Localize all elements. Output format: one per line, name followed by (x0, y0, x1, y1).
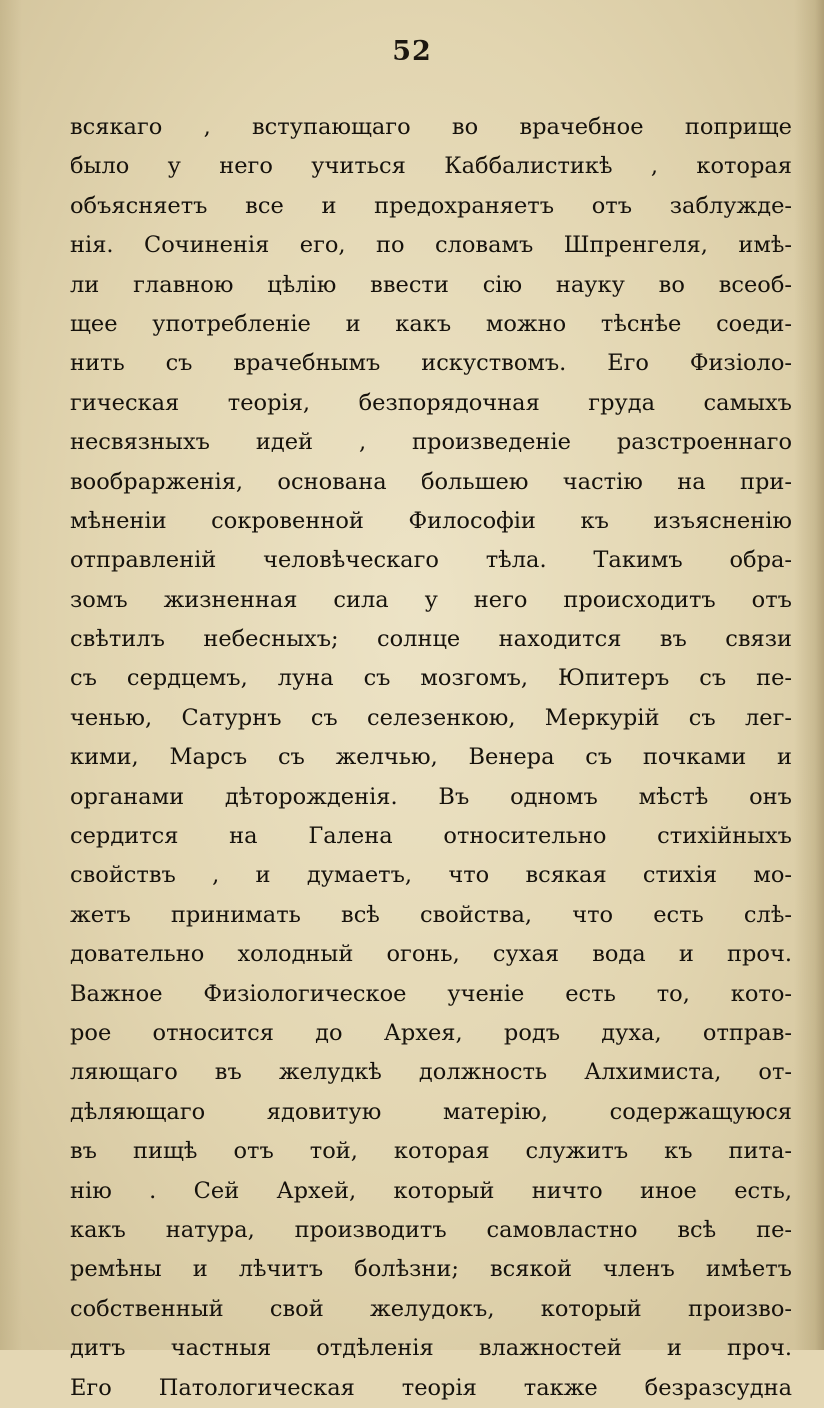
page-left-edge (0, 0, 22, 1350)
text-line: свѣтилъ небесныхъ; солнце находится въ связи (70, 626, 792, 653)
text-line: вообраpженія, основана большею частію на при- (70, 468, 792, 495)
text-line: гическая теорія, безпорядочная груда самыхъ (70, 389, 792, 416)
text-line: собственный свой желудокъ, который произво- (70, 1295, 792, 1322)
text-line: ляющаго въ желудкѣ должность Алхимиста, от- (70, 1059, 792, 1086)
text-line: несвязныхъ идей , произведеніе разстроеннаго (70, 429, 792, 456)
page-right-edge (794, 0, 824, 1350)
text-line: какъ натура, производитъ самовластно всѣ пе- (70, 1216, 792, 1243)
text-line: рое относится до Архея, родъ духа, отправ- (70, 1019, 792, 1046)
text-line: въ пищѣ отъ той, которая служитъ къ пита- (70, 1138, 792, 1165)
text-line: сердится на Галена относительно стихійныхъ (70, 823, 792, 850)
text-line: было у него учиться Каббалистикѣ , которая (70, 153, 792, 180)
text-line: ли главною цѣлію ввести сію науку во всеоб- (70, 271, 792, 298)
text-line: съ сердцемъ, луна съ мозгомъ, Юпитеръ съ пе- (70, 665, 792, 692)
text-line: жетъ принимать всѣ свойства, что есть слѣ- (70, 901, 792, 928)
text-line: ремѣны и лѣчитъ болѣзни; всякой членъ имѣетъ (70, 1256, 792, 1283)
text-line: дитъ частныя отдѣленія влажностей и проч. (70, 1335, 792, 1362)
text-line: мѣненіи сокровенной Философіи къ изъясненію (70, 507, 792, 534)
text-line: нить съ врачебнымъ искуствомъ. Его Физіоло- (70, 350, 792, 377)
text-line: свойствъ , и думаетъ, что всякая стихія мо- (70, 862, 792, 889)
text-line: нію . Сей Архей, который ничто иное есть, (70, 1177, 792, 1204)
text-line: кими, Марсъ съ желчью, Венера съ почками и (70, 744, 792, 771)
text-line: дѣляющаго ядовитую матерію, содержащуюся (70, 1098, 792, 1125)
text-line: щее употребленіе и какъ можно тѣснѣе соеди- (70, 310, 792, 337)
text-line: Важное Физіологическое ученіе есть то, кото- (70, 980, 792, 1007)
body-text (70, 108, 792, 1408)
text-line: ченью, Сатурнъ съ селезенкою, Меркурій съ лег- (70, 704, 792, 731)
text-line: Его Патологическая теорія также безразсудна (70, 1374, 792, 1401)
page-number: 52 (392, 36, 432, 67)
text-line: объясняетъ все и предохраняетъ отъ заблужде- (70, 192, 792, 219)
text-line: органами дѣторожденія. Въ одномъ мѣстѣ онъ (70, 783, 792, 810)
text-line: довательно холодный огонь, сухая вода и проч. (70, 941, 792, 968)
text-line: нія. Сочиненія его, по словамъ Шпренгеля, имѣ- (70, 232, 792, 259)
text-line: всякаго , вступающаго во врачебное поприще (70, 114, 792, 140)
text-line: зомъ жизненная сила у него происходитъ отъ (70, 586, 792, 613)
text-line: отправленій человѣческаго тѣла. Такимъ обра- (70, 547, 792, 574)
